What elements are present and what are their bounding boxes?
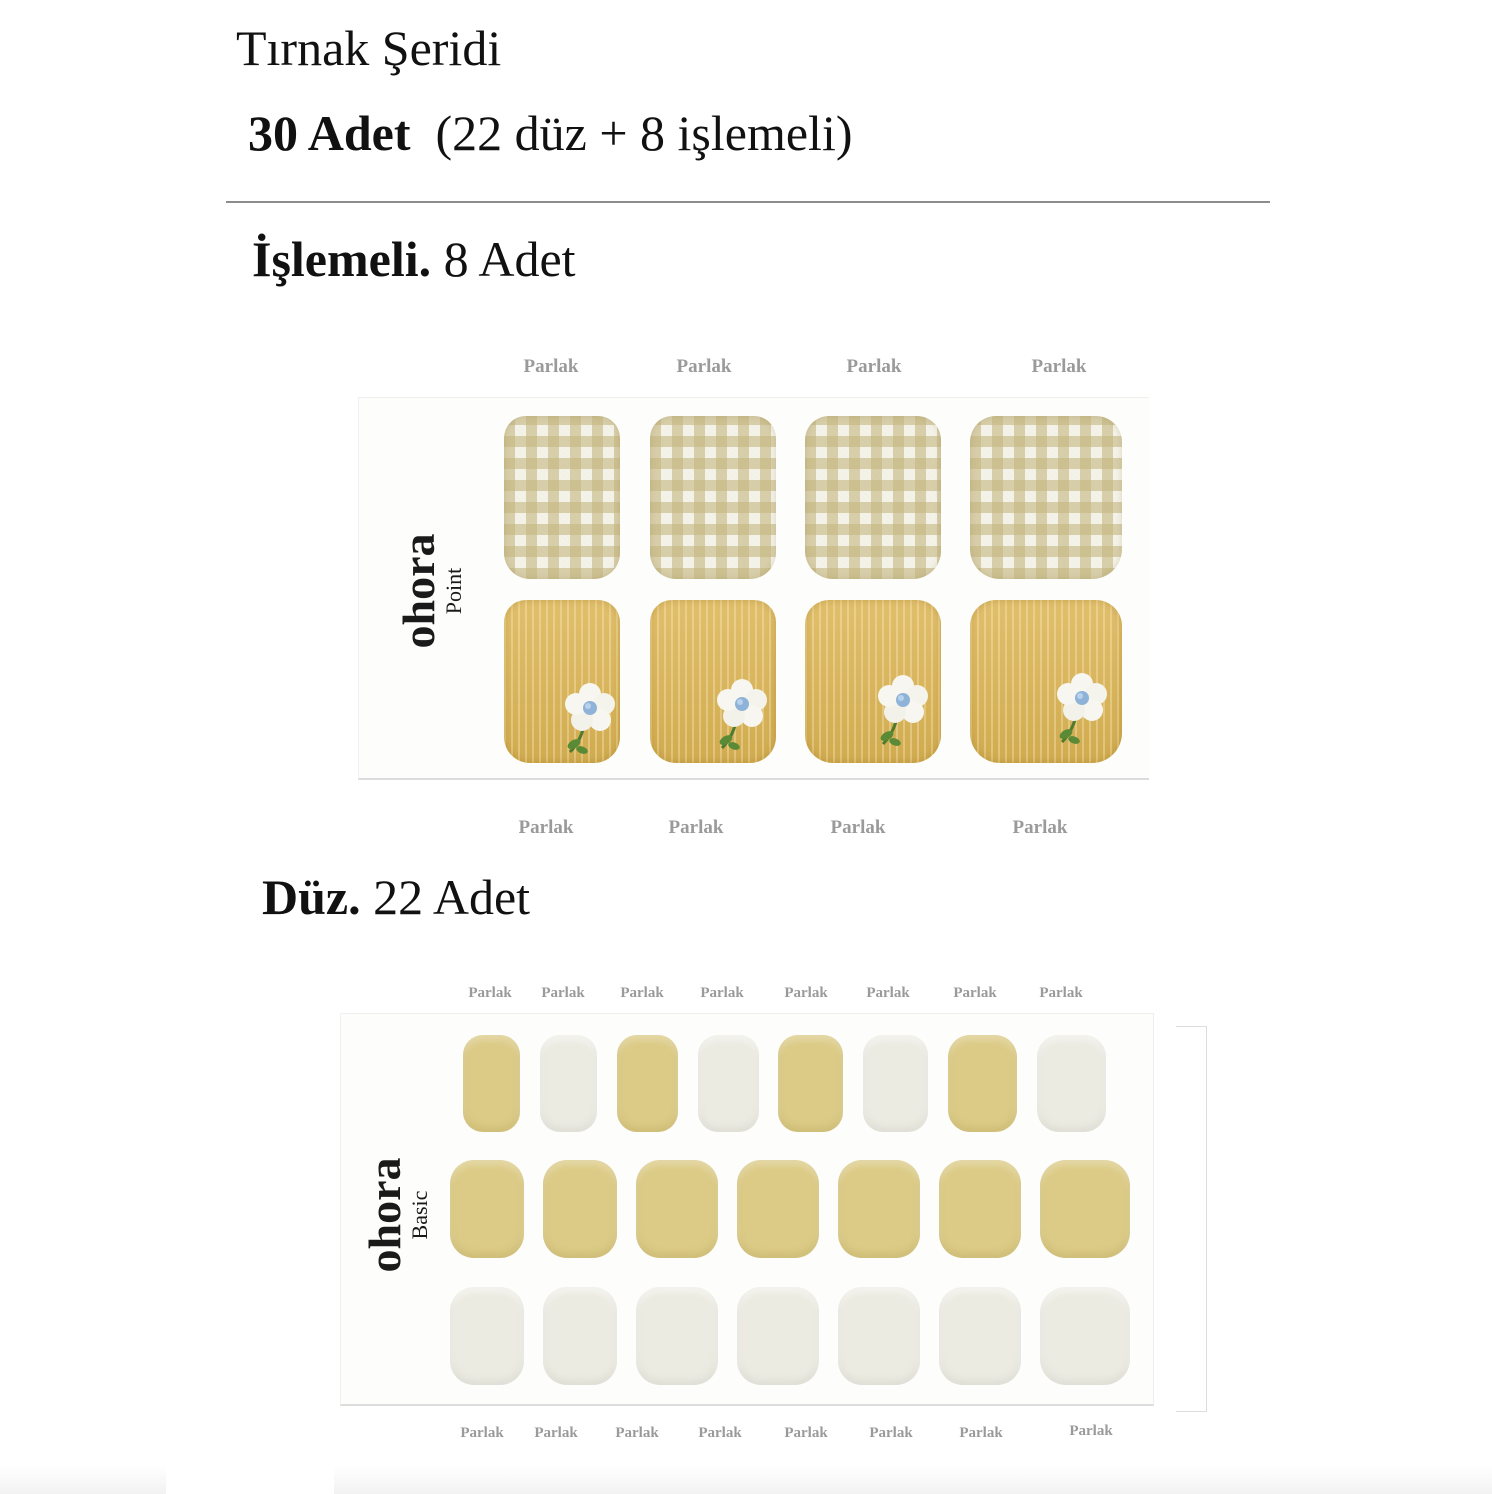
solid-cream-nail xyxy=(838,1287,920,1385)
finish-label: Parlak xyxy=(523,356,579,377)
brand-name: ohora xyxy=(359,1157,410,1273)
solid-yellow-nail xyxy=(636,1160,718,1258)
finish-label: Parlak xyxy=(541,985,585,1001)
finish-label: Parlak xyxy=(460,1425,504,1441)
solid-yellow-nail xyxy=(450,1160,524,1258)
finish-label: Parlak xyxy=(676,356,732,377)
solid-yellow-nail xyxy=(948,1035,1017,1132)
brand-logo-point xyxy=(393,506,466,676)
solid-cream-nail xyxy=(543,1287,617,1385)
finish-label: Parlak xyxy=(1039,985,1083,1001)
finish-label: Parlak xyxy=(698,1425,742,1441)
finish-label: Parlak xyxy=(615,1425,659,1441)
finish-label: Parlak xyxy=(668,817,724,838)
knit-flower-nail xyxy=(650,600,776,763)
brand-line: Basic xyxy=(407,1190,432,1240)
solid-cream-nail xyxy=(540,1035,597,1132)
solid-yellow-nail xyxy=(939,1160,1021,1258)
flower-icon xyxy=(1052,670,1112,750)
solid-yellow-nail xyxy=(778,1035,843,1132)
finish-label: Parlak xyxy=(1012,817,1068,838)
gingham-nail xyxy=(504,416,620,579)
solid-yellow-nail xyxy=(838,1160,920,1258)
flower-icon xyxy=(873,672,933,752)
knit-flower-nail xyxy=(504,600,620,763)
brand-name: ohora xyxy=(393,533,444,649)
gingham-nail xyxy=(805,416,941,579)
solid-cream-nail xyxy=(636,1287,718,1385)
section-heading-basic-rest: 22 Adet xyxy=(360,869,531,925)
solid-yellow-nail xyxy=(617,1035,678,1132)
solid-cream-nail xyxy=(939,1287,1021,1385)
solid-yellow-nail xyxy=(543,1160,617,1258)
solid-yellow-nail xyxy=(1040,1160,1130,1258)
flower-icon xyxy=(712,676,772,756)
piece-count-total: 30 Adet xyxy=(248,105,411,161)
finish-label: Parlak xyxy=(784,1425,828,1441)
finish-label: Parlak xyxy=(1069,1423,1113,1439)
flower-icon xyxy=(560,680,620,760)
knit-flower-nail xyxy=(805,600,941,763)
section-heading-basic-bold: Düz. xyxy=(262,869,361,925)
solid-yellow-nail xyxy=(463,1035,520,1132)
divider xyxy=(226,201,1270,203)
section-heading-point xyxy=(252,230,576,288)
sheet-edge xyxy=(1176,1026,1207,1412)
finish-label: Parlak xyxy=(620,985,664,1001)
finish-label: Parlak xyxy=(869,1425,913,1441)
brand-line: Point xyxy=(441,567,466,615)
finish-label: Parlak xyxy=(784,985,828,1001)
finish-label: Parlak xyxy=(830,817,886,838)
finish-label: Parlak xyxy=(866,985,910,1001)
finish-label: Parlak xyxy=(534,1425,578,1441)
solid-cream-nail xyxy=(863,1035,928,1132)
bottom-gap xyxy=(166,1466,334,1494)
gingham-nail xyxy=(970,416,1122,579)
piece-count xyxy=(248,104,853,162)
solid-cream-nail xyxy=(1037,1035,1106,1132)
knit-flower-nail xyxy=(970,600,1122,763)
solid-cream-nail xyxy=(450,1287,524,1385)
solid-yellow-nail xyxy=(737,1160,819,1258)
finish-label: Parlak xyxy=(468,985,512,1001)
page-title: Tırnak Şeridi xyxy=(236,20,502,76)
finish-label: Parlak xyxy=(518,817,574,838)
finish-label: Parlak xyxy=(700,985,744,1001)
solid-cream-nail xyxy=(1040,1287,1130,1385)
piece-count-detail: (22 düz + 8 işlemeli) xyxy=(410,105,853,161)
gingham-nail xyxy=(650,416,776,579)
finish-label: Parlak xyxy=(846,356,902,377)
section-heading-point-rest: 8 Adet xyxy=(431,231,576,287)
finish-label: Parlak xyxy=(959,1425,1003,1441)
section-heading-basic xyxy=(262,868,530,926)
solid-cream-nail xyxy=(698,1035,759,1132)
brand-logo-basic xyxy=(359,1130,432,1300)
section-heading-point-bold: İşlemeli. xyxy=(252,231,432,287)
solid-cream-nail xyxy=(737,1287,819,1385)
finish-label: Parlak xyxy=(1031,356,1087,377)
finish-label: Parlak xyxy=(953,985,997,1001)
